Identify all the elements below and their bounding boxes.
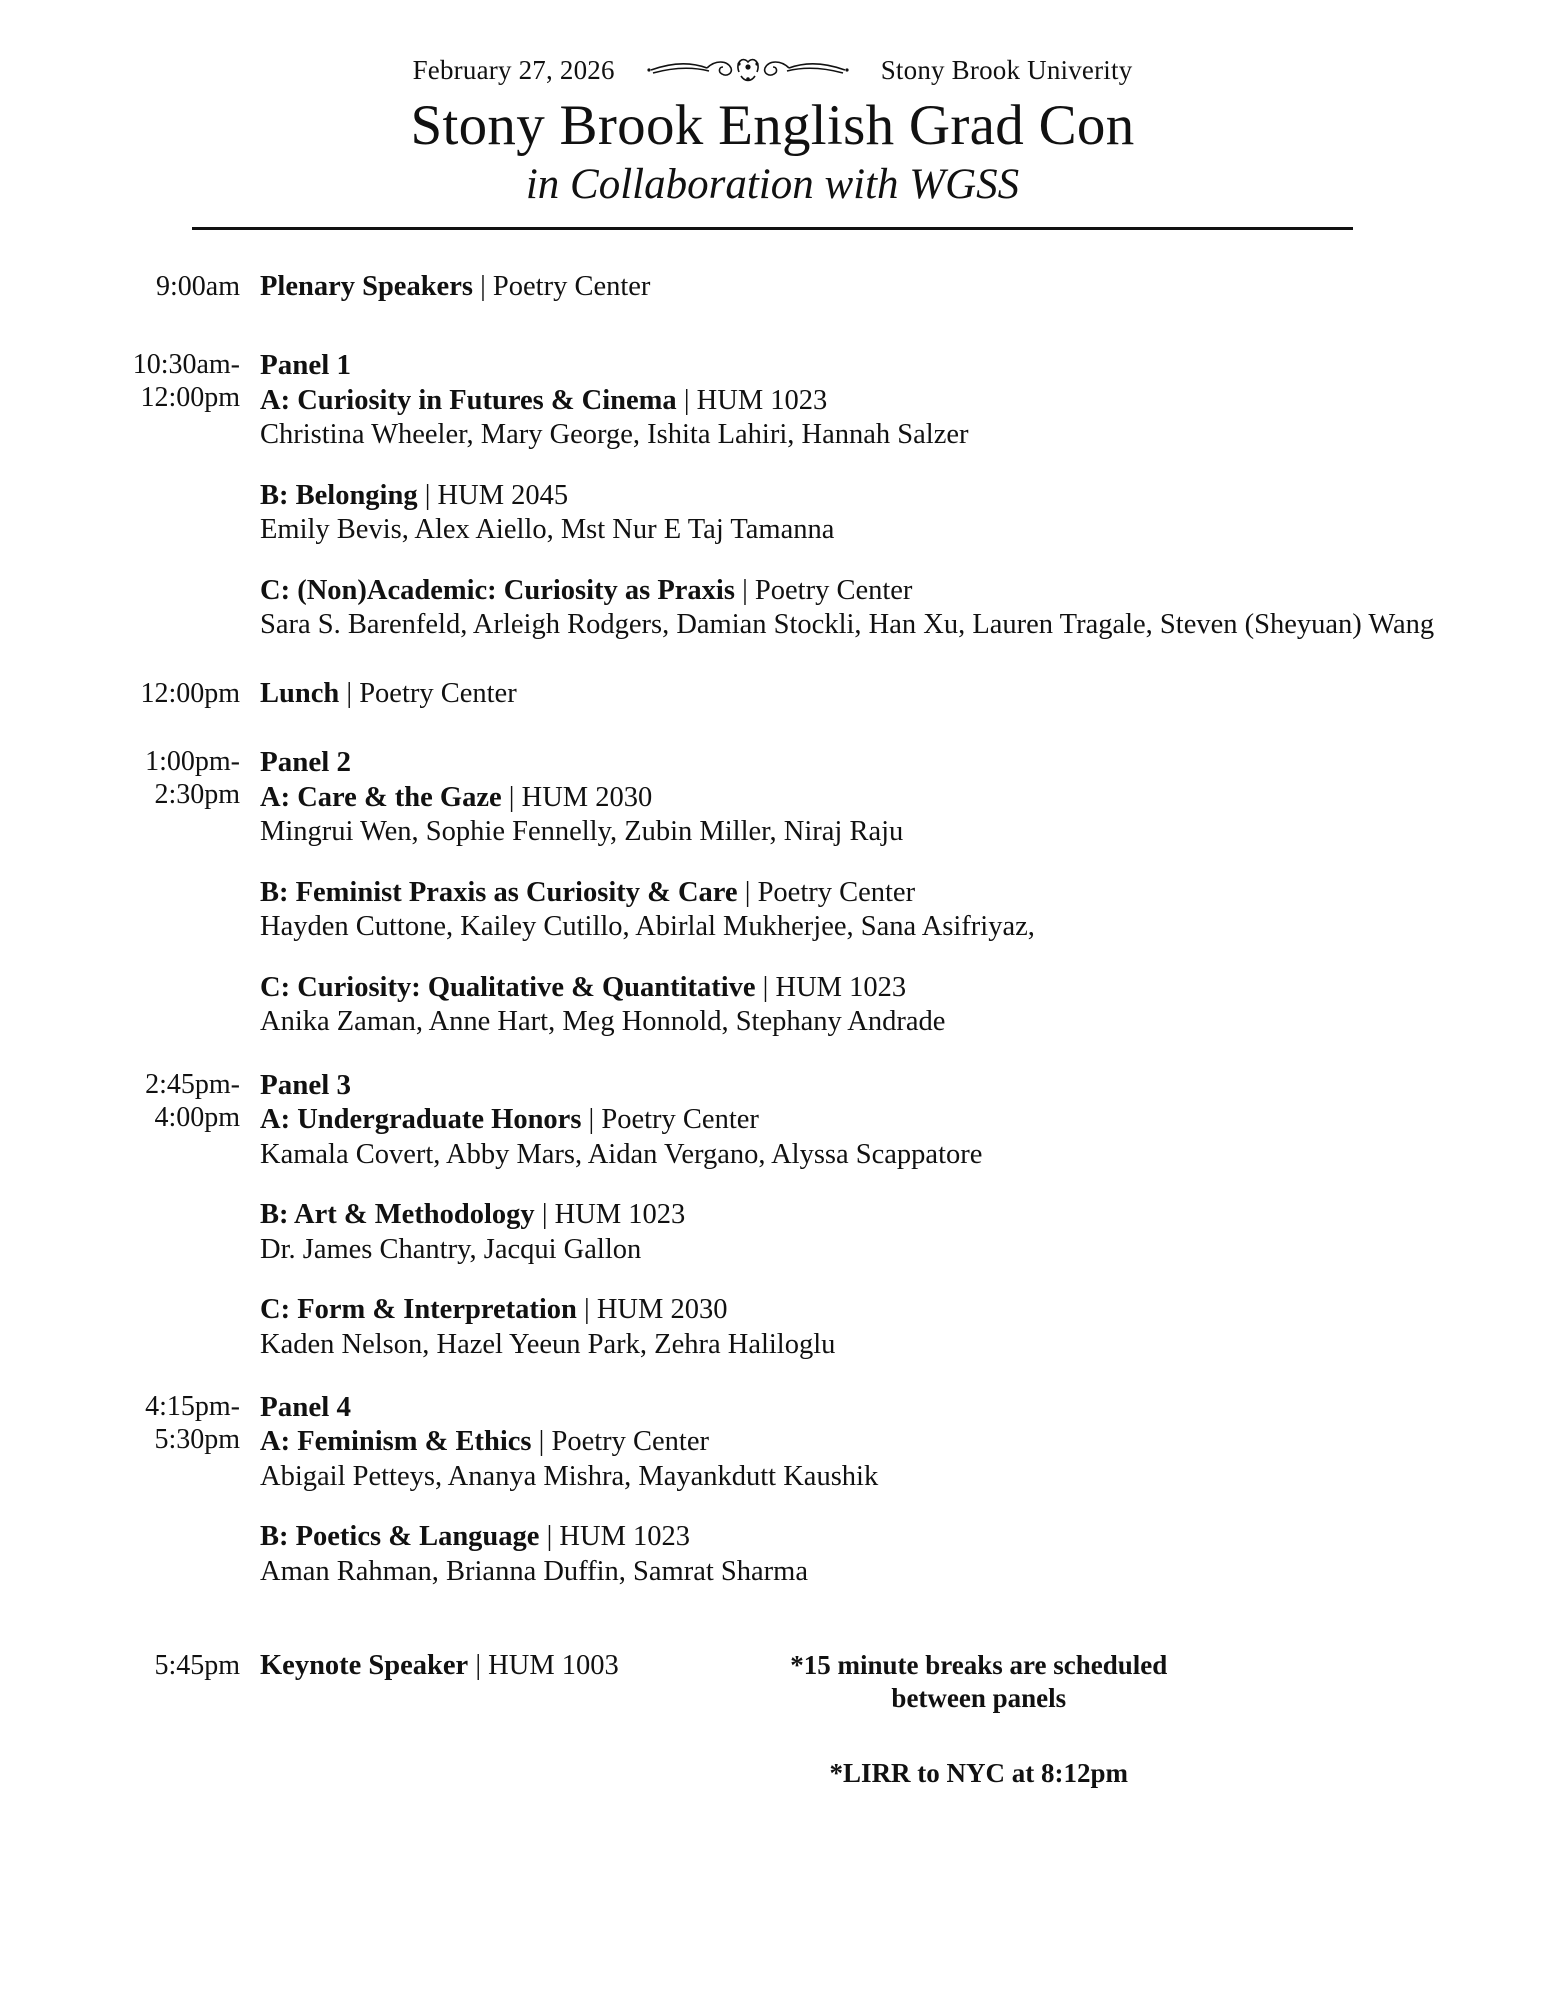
page-subtitle: in Collaboration with WGSS <box>525 160 1020 208</box>
session-label: B: Belonging <box>260 479 418 511</box>
schedule-list <box>70 270 1475 1790</box>
time-line-1: 1:00pm- <box>145 746 240 778</box>
session-separator: | <box>501 781 522 813</box>
time-label <box>82 348 260 414</box>
session-label: B: Art & Methodology <box>260 1198 535 1230</box>
session-room: HUM 1023 <box>775 971 907 1003</box>
session-presenters: Kamala Covert, Abby Mars, Aidan Vergano, Alyssa Scappatore <box>260 1138 983 1170</box>
spacer <box>82 1362 1475 1390</box>
time-label <box>82 1068 260 1134</box>
session-label: Lunch <box>260 677 340 709</box>
event-date: February 27, 2026 <box>412 54 615 85</box>
session <box>260 479 1475 548</box>
session-separator: | <box>576 1293 597 1325</box>
session-label: A: Care & the Gaze <box>260 781 502 813</box>
session-label: Keynote Speaker <box>260 1650 469 1682</box>
session-room: Poetry Center <box>601 1103 759 1135</box>
session-presenters: Kaden Nelson, Hazel Yeeun Park, Zehra Haliloglu <box>260 1328 836 1360</box>
session-separator: | <box>734 574 755 606</box>
time-label <box>82 1390 260 1456</box>
spacer <box>82 304 1475 348</box>
session-presenters: Dr. James Chantry, Jacqui Gallon <box>260 1233 642 1265</box>
schedule-entry <box>260 1068 1475 1362</box>
session-label: A: Undergraduate Honors <box>260 1103 582 1135</box>
session-presenters: Hayden Cuttone, Kailey Cutillo, Abirlal Mukherjee, Sana Asifriyaz, <box>260 911 1035 943</box>
session <box>260 384 1475 453</box>
event-venue: Stony Brook Univerity <box>880 54 1133 85</box>
session-room: HUM 1023 <box>554 1198 686 1230</box>
session-separator: | <box>534 1198 555 1230</box>
session-presenters: Abigail Petteys, Ananya Mishra, Mayankdutt Kaushik <box>260 1460 879 1492</box>
schedule-row <box>82 348 1475 642</box>
spacer <box>82 1040 1475 1068</box>
session-room: HUM 2030 <box>521 781 653 813</box>
panel-heading: Panel 2 <box>260 746 352 779</box>
session-room: Poetry Center <box>754 574 913 606</box>
session-presenters: Sara S. Barenfeld, Arleigh Rodgers, Damian Stockli, Han Xu, Lauren Tragale, Steven (Sheyuan) Wang <box>260 609 1435 641</box>
session-separator: | <box>755 971 776 1003</box>
time-line-1: 10:30am- <box>132 349 240 381</box>
keynote-row <box>82 1649 1475 1790</box>
session-room: Poetry Center <box>757 876 916 908</box>
time-line-1: 2:45pm- <box>145 1068 240 1100</box>
schedule-row <box>82 270 1475 305</box>
session <box>260 574 1475 643</box>
session <box>260 1103 1475 1172</box>
breaks-note-line-1: *15 minute breaks are scheduled <box>790 1650 1168 1681</box>
header-topline <box>70 52 1475 88</box>
session <box>260 876 1475 945</box>
schedule-entry <box>260 348 1475 642</box>
schedule-entry <box>260 677 1475 712</box>
panel-heading: Panel 3 <box>260 1068 352 1101</box>
keynote-entry <box>260 1649 619 1684</box>
session-label: A: Feminism & Ethics <box>260 1426 539 1458</box>
time-label: 9:00am <box>156 270 240 302</box>
lirr-note: *LIRR to NYC at 8:12pm <box>829 1757 1129 1788</box>
session-separator: | <box>676 384 697 416</box>
session-presenters: Aman Rahman, Brianna Duffin, Samrat Sharma <box>260 1555 808 1587</box>
time-line-2: 2:30pm <box>154 779 240 811</box>
session-separator: | <box>737 876 758 908</box>
breaks-note-line-2: between panels <box>891 1683 1067 1714</box>
session <box>260 1198 1475 1267</box>
schedule-row <box>82 1068 1475 1362</box>
session <box>260 270 1475 305</box>
time-line-2: 4:00pm <box>154 1101 240 1133</box>
session-label: Plenary Speakers <box>260 270 473 302</box>
panel-heading: Panel 4 <box>260 1390 352 1423</box>
session <box>260 1520 1475 1589</box>
session-room: HUM 2045 <box>437 479 569 511</box>
schedule-row <box>82 745 1475 1039</box>
session-label: C: Form & Interpretation <box>260 1293 577 1325</box>
time-label: 12:00pm <box>140 677 240 709</box>
time-label: 5:45pm <box>154 1650 240 1682</box>
session-separator: | <box>339 677 360 709</box>
session <box>260 971 1475 1040</box>
session-room: Poetry Center <box>551 1426 709 1458</box>
session <box>260 1425 1475 1494</box>
footnotes <box>689 1649 1269 1790</box>
floral-divider-icon <box>643 52 853 88</box>
time-label <box>82 745 260 811</box>
schedule-entry <box>260 745 1475 1039</box>
session <box>260 781 1475 850</box>
title-block <box>70 94 1475 211</box>
session-room: HUM 1003 <box>488 1650 619 1682</box>
session-label: A: Curiosity in Futures & Cinema <box>260 384 677 416</box>
page-title: Stony Brook English Grad Con <box>410 94 1135 157</box>
session-separator: | <box>581 1103 602 1135</box>
session-separator: | <box>539 1521 560 1553</box>
session-room: HUM 1023 <box>696 384 828 416</box>
time-line-2: 12:00pm <box>140 382 240 414</box>
schedule-row <box>82 677 1475 712</box>
session-separator: | <box>468 1650 489 1682</box>
session-label: C: (Non)Academic: Curiosity as Praxis <box>260 574 735 606</box>
session-presenters: Mingrui Wen, Sophie Fennelly, Zubin Miller, Niraj Raju <box>260 816 904 848</box>
session-separator: | <box>472 270 493 302</box>
spacer <box>82 643 1475 677</box>
schedule-row <box>82 1390 1475 1589</box>
session-presenters: Christina Wheeler, Mary George, Ishita Lahiri, Hannah Salzer <box>260 419 969 451</box>
session-label: B: Poetics & Language <box>260 1521 540 1553</box>
session-separator: | <box>538 1426 552 1458</box>
session-room: HUM 2030 <box>596 1293 728 1325</box>
session-room: Poetry Center <box>492 270 651 302</box>
session-presenters: Emily Bevis, Alex Aiello, Mst Nur E Taj Tamanna <box>260 514 835 546</box>
session <box>260 1293 1475 1362</box>
panel-heading: Panel 1 <box>260 349 352 382</box>
session-room: HUM 1023 <box>559 1521 691 1553</box>
session <box>260 677 1475 712</box>
session-presenters: Anika Zaman, Anne Hart, Meg Honnold, Stephany Andrade <box>260 1006 946 1038</box>
time-line-2: 5:30pm <box>154 1423 240 1455</box>
time-line-1: 4:15pm- <box>145 1390 240 1422</box>
schedule-entry <box>260 270 1475 305</box>
session-label: B: Feminist Praxis as Curiosity & Care <box>260 876 738 908</box>
spacer <box>82 711 1475 745</box>
session-label: C: Curiosity: Qualitative & Quantitative <box>260 971 756 1003</box>
schedule-entry <box>260 1390 1475 1589</box>
session-room: Poetry Center <box>359 677 517 709</box>
title-rule <box>192 227 1353 230</box>
session-separator: | <box>417 479 438 511</box>
